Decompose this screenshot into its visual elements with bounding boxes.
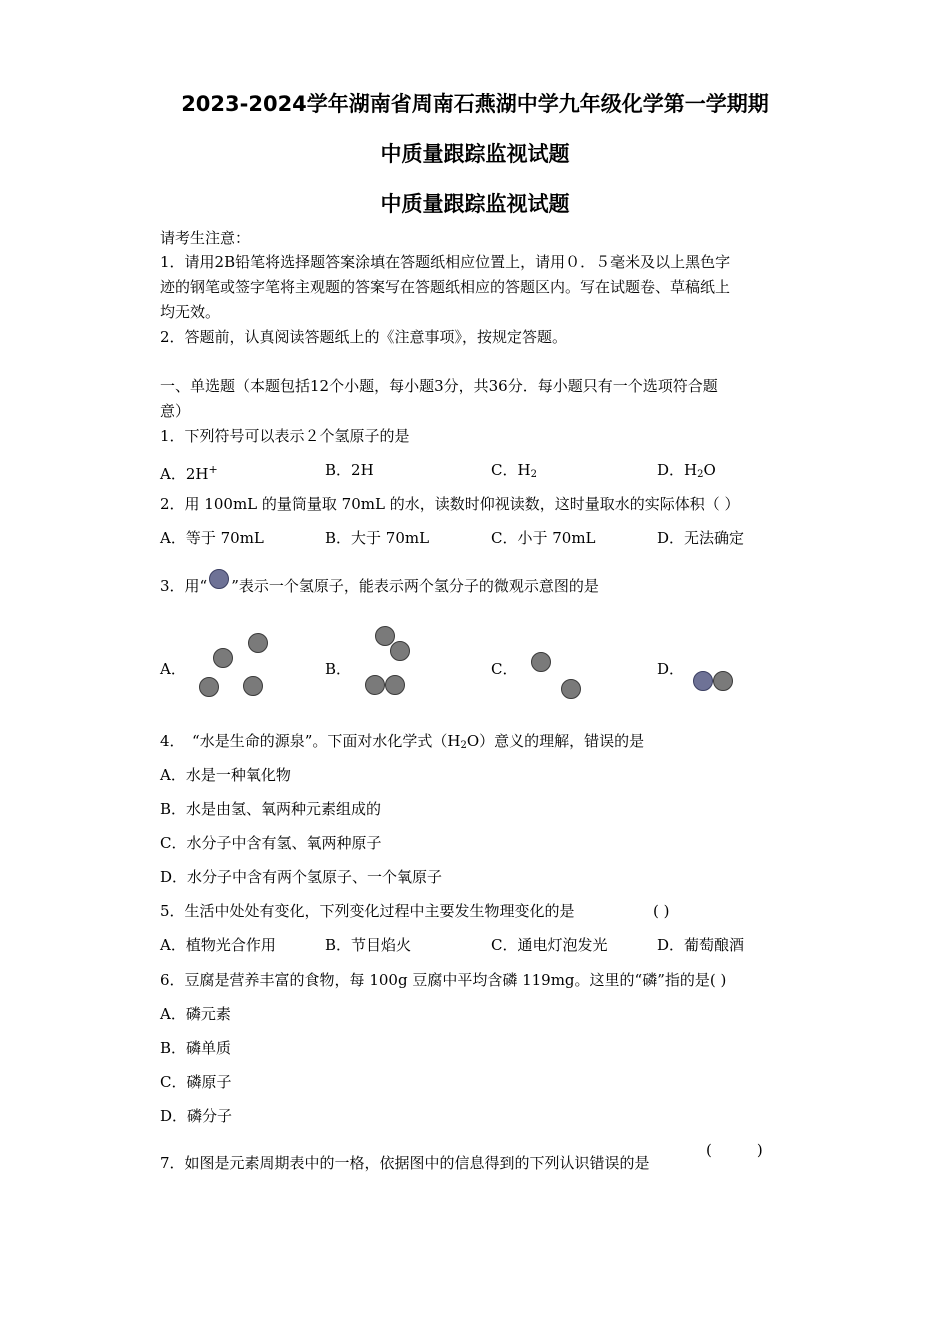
- question-5-stem: 5．生活中处处有变化，下列变化过程中主要发生物理变化的是: [160, 902, 575, 920]
- option-b-atom-icon: [365, 675, 385, 695]
- question-2-option-d: D．无法确定: [657, 529, 745, 547]
- question-5-answer-bracket: ( ): [653, 902, 670, 920]
- question-1-option-c: C．$H_2$: [491, 461, 537, 480]
- question-1-option-d: D．$H_2O$: [657, 461, 716, 480]
- question-2-option-c: C．小于 70mL: [491, 529, 596, 547]
- exam-title-line-1: 2023-2024学年湖南省周南石燕湖中学九年级化学第一学期期: [181, 92, 769, 116]
- option-a-atom-icon: [248, 633, 268, 653]
- option-b-atom-icon: [390, 641, 410, 661]
- question-4-option-a: A．水是一种氧化物: [160, 766, 291, 784]
- question-4-stem: 4． “水是生命的源泉”。下面对水化学式$(H_2O)$意义的理解，错误的是: [160, 732, 645, 751]
- option-d-atom-icon: [713, 671, 733, 691]
- question-3-option-a: A．: [160, 660, 186, 678]
- question-2-stem: 2．用 100mL 的量筒量取 70mL 的水，读数时仰视读数，这时量取水的实际体积（ ）: [160, 495, 740, 513]
- question-5-option-a: A．植物光合作用: [160, 936, 276, 954]
- option-a-atom-icon: [243, 676, 263, 696]
- notice-item-1-line-3: 均无效。: [160, 303, 221, 321]
- exam-title-line-3: 中质量跟踪监视试题: [380, 192, 570, 216]
- question-6-option-a: A．磷元素: [160, 1005, 231, 1023]
- question-4-option-b: B．水是由氢、氧两种元素组成的: [160, 800, 382, 818]
- question-5-option-b: B．节目焰火: [325, 936, 412, 954]
- exam-title-line-2: 中质量跟踪监视试题: [380, 142, 570, 166]
- question-3-option-c: C．: [491, 660, 518, 678]
- question-1-stem: 1．下列符号可以表示２个氢原子的是: [160, 427, 410, 445]
- question-6-stem: 6．豆腐是营养丰富的食物，每 100g 豆腐中平均含磷 119mg。这里的“磷”指的是( ): [160, 971, 727, 989]
- section-heading-line-2: 意）: [160, 402, 191, 420]
- question-4-option-c: C．水分子中含有氢、氧两种原子: [160, 834, 382, 852]
- question-1-option-a: A．2H+: [160, 463, 218, 483]
- question-5-option-d: D．葡萄酿酒: [657, 936, 745, 954]
- option-c-atom-icon: [561, 679, 581, 699]
- question-7-answer-bracket: ( ): [706, 1141, 763, 1159]
- notice-item-1-line-2: 迹的钢笔或签字笔将主观题的答案写在答题纸相应的答题区内。写在试题卷、草稿纸上: [160, 278, 731, 296]
- question-6-option-d: D．磷分子: [160, 1107, 233, 1125]
- question-4-option-d: D．水分子中含有两个氢原子、一个氧原子: [160, 868, 443, 886]
- question-2-option-a: A．等于 70mL: [160, 529, 264, 547]
- option-a-atom-icon: [213, 648, 233, 668]
- section-heading-line-1: 一、单选题（本题包括12个小题，每小题3分，共36分．每小题只有一个选项符合题: [160, 377, 718, 395]
- question-6-option-c: C．磷原子: [160, 1073, 232, 1091]
- notice-heading: 请考生注意：: [160, 229, 251, 247]
- option-d-atom-icon: [693, 671, 713, 691]
- hydrogen-atom-icon: [209, 569, 229, 589]
- option-c-atom-icon: [531, 652, 551, 672]
- question-5-option-c: C．通电灯泡发光: [491, 936, 608, 954]
- option-b-atom-icon: [385, 675, 405, 695]
- question-1-option-b: B．2H: [325, 461, 374, 479]
- question-2-option-b: B．大于 70mL: [325, 529, 430, 547]
- question-3-stem: 3．用“ ”表示一个氢原子，能表示两个氢分子的微观示意图的是: [160, 575, 599, 596]
- question-3-option-b: B．: [325, 660, 352, 678]
- notice-item-1-line-1: 1．请用2B铅笔将选择题答案涂填在答题纸相应位置上，请用０．５毫米及以上黑色字: [160, 253, 731, 271]
- question-6-option-b: B．磷单质: [160, 1039, 232, 1057]
- question-3-option-d: D．: [657, 660, 685, 678]
- option-a-atom-icon: [199, 677, 219, 697]
- question-7-stem: 7．如图是元素周期表中的一格，依据图中的信息得到的下列认识错误的是: [160, 1154, 650, 1172]
- notice-item-2: 2．答题前，认真阅读答题纸上的《注意事项》，按规定答题。: [160, 328, 568, 346]
